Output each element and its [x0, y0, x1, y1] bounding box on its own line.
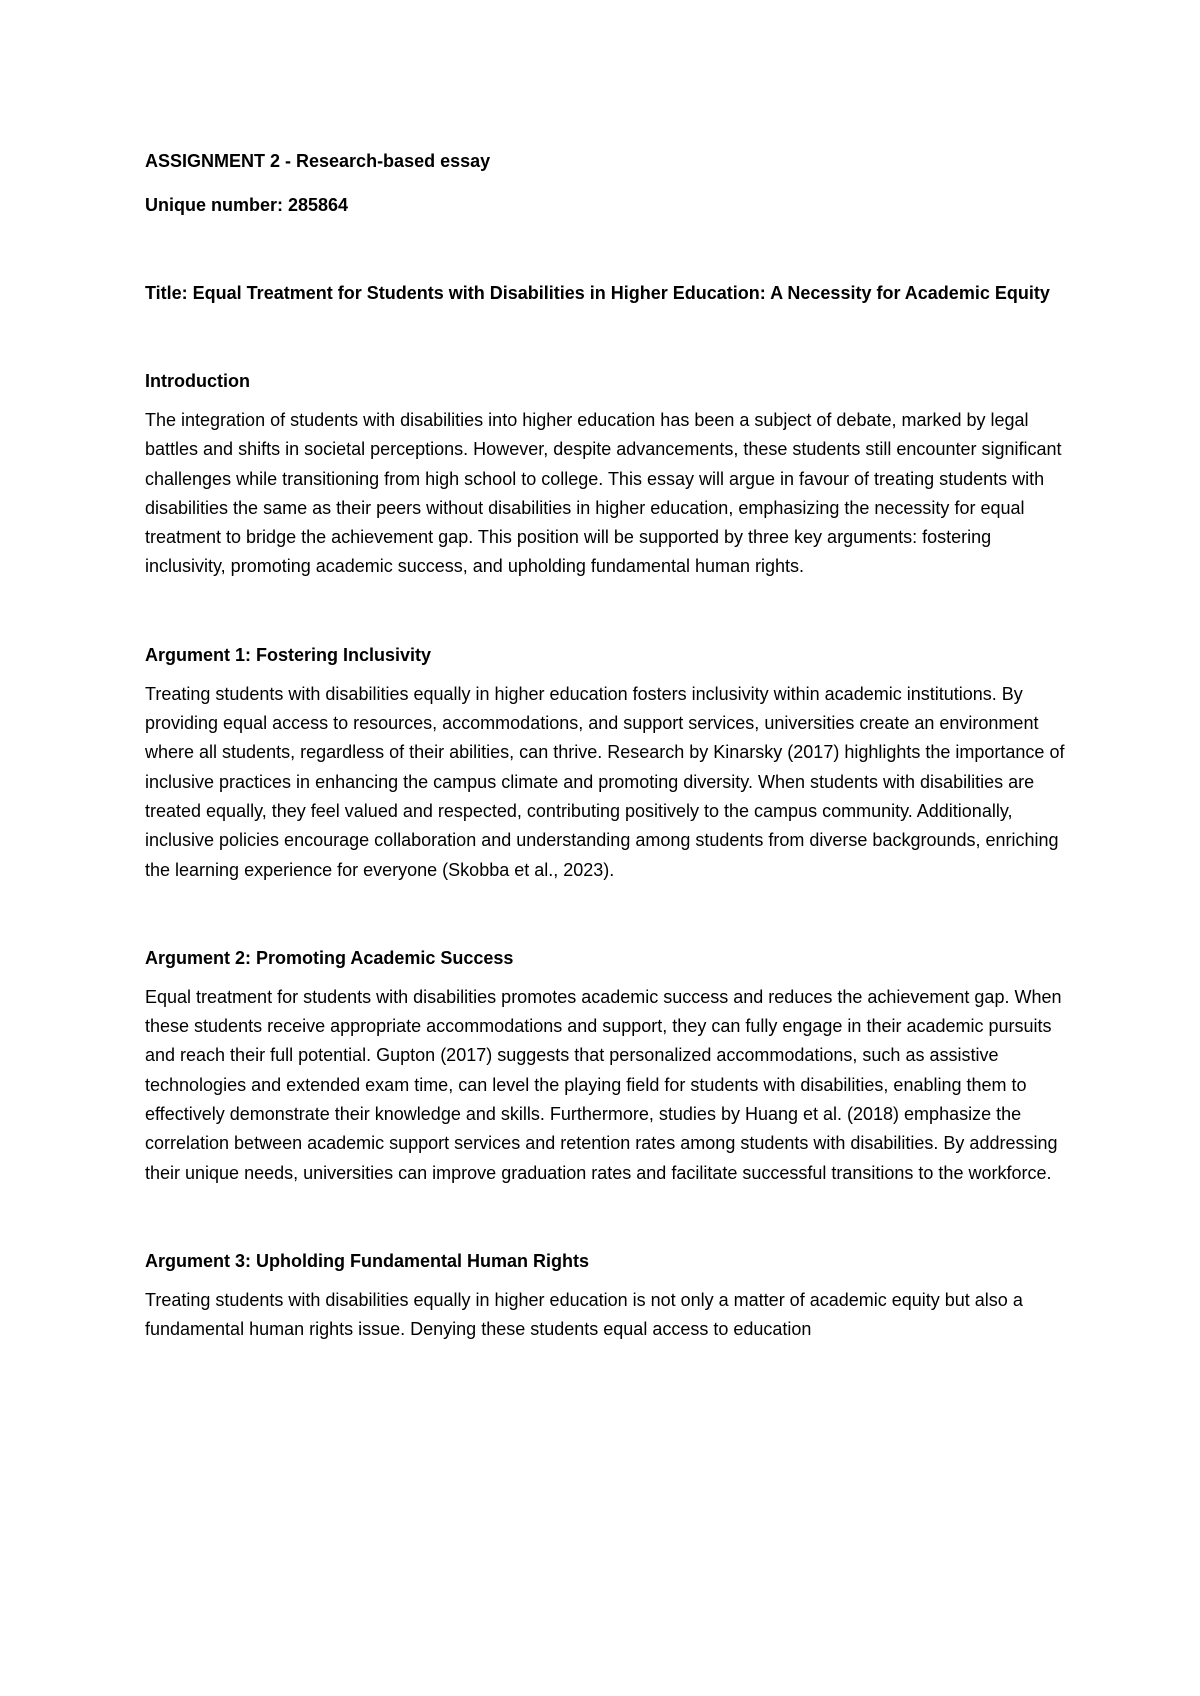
unique-number: Unique number: 285864 [145, 195, 349, 215]
section-body-argument-1: Treating students with disabilities equally in higher education fosters inclusivity within academic institutions. By providing equal access to resources, accommodations, and support services, universities create an environment where all students, regardless of their abilities, can thrive. Research by Kinarsky (2017) highlights the importance of inclusive practices in enhancing the campus climate and promoting diversity. When students with disabilities are treated equally, they feel valued and respected, contributing positively to the campus community. Additionally, inclusive policies encourage collaboration and understanding among students from diverse backgrounds, enriching the learning experience for everyone (Skobba et al., 2023). [145, 683, 1065, 880]
section-heading-argument-2: Argument 2: Promoting Academic Success [145, 947, 514, 968]
section-heading-argument-3: Argument 3: Upholding Fundamental Human Rights [145, 1250, 589, 1271]
section-heading-argument-1: Argument 1: Fostering Inclusivity [145, 644, 432, 665]
section-body-introduction: The integration of students with disabilities into higher education has been a subject of debate, marked by legal battles and shifts in societal perceptions. However, despite advancements, these students still encounter significant challenges while transitioning from high school to college. This essay will argue in favour of treating students with disabilities the same as their peers without disabilities in higher education, emphasizing the necessity for equal treatment to bridge the achievement gap. This position will be supported by three key arguments: fostering inclusivity, promoting academic success, and upholding fundamental human rights. [145, 410, 1062, 577]
essay-title: Title: Equal Treatment for Students with Disabilities in Higher Education: A Necessity for Academic Equity [145, 283, 1050, 303]
section-body-argument-3: Treating students with disabilities equally in higher education is not only a matter of academic equity but also a fundamental human rights issue. Denying these students equal access to education [145, 1289, 1023, 1340]
section-heading-introduction: Introduction [145, 371, 250, 391]
section-body-argument-2: Equal treatment for students with disabilities promotes academic success and reduces the achievement gap. When these students receive appropriate accommodations and support, they can fully engage in their academic pursuits and reach their full potential. Gupton (2017) suggests that personalized accommodations, such as assistive technologies and extended exam time, can level the playing field for students with disabilities, enabling them to effectively demonstrate their knowledge and skills. Furthermore, studies by Huang et al. (2018) emphasize the correlation between academic support services and retention rates among students with disabilities. By addressing their unique needs, universities can improve graduation rates and facilitate successful transitions to the workforce. [145, 986, 1062, 1183]
assignment-line: ASSIGNMENT 2 - Research-based essay [145, 151, 491, 171]
document-content [145, 146, 1075, 1345]
